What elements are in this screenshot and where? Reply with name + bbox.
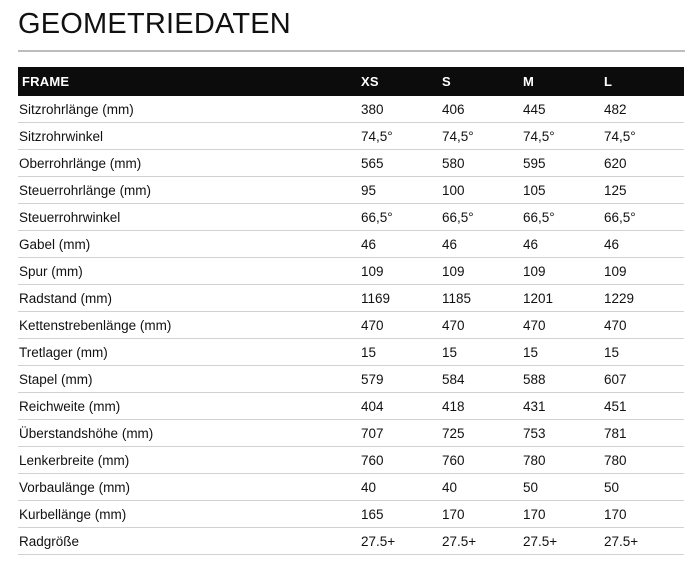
table-row bbox=[18, 501, 684, 528]
cell-xs: 760 bbox=[361, 447, 442, 474]
cell-m: 50 bbox=[523, 474, 604, 501]
cell-s: 109 bbox=[442, 258, 523, 285]
cell-l: 46 bbox=[604, 231, 684, 258]
geometry-table bbox=[18, 67, 684, 555]
table-row bbox=[18, 123, 684, 150]
title-divider bbox=[18, 50, 685, 52]
cell-s: 760 bbox=[442, 447, 523, 474]
table-row bbox=[18, 177, 684, 204]
row-label: Radgröße bbox=[18, 528, 361, 555]
cell-l: 74,5° bbox=[604, 123, 684, 150]
row-label: Tretlager (mm) bbox=[18, 339, 361, 366]
cell-m: 445 bbox=[523, 96, 604, 123]
cell-s: 1185 bbox=[442, 285, 523, 312]
table-row bbox=[18, 420, 684, 447]
cell-m: 109 bbox=[523, 258, 604, 285]
cell-xs: 66,5° bbox=[361, 204, 442, 231]
table-row bbox=[18, 474, 684, 501]
cell-xs: 470 bbox=[361, 312, 442, 339]
cell-l: 27.5+ bbox=[604, 528, 684, 555]
cell-l: 66,5° bbox=[604, 204, 684, 231]
row-label: Gabel (mm) bbox=[18, 231, 361, 258]
cell-m: 46 bbox=[523, 231, 604, 258]
cell-m: 431 bbox=[523, 393, 604, 420]
cell-s: 15 bbox=[442, 339, 523, 366]
cell-m: 588 bbox=[523, 366, 604, 393]
cell-l: 170 bbox=[604, 501, 684, 528]
cell-m: 27.5+ bbox=[523, 528, 604, 555]
row-label: Kettenstrebenlänge (mm) bbox=[18, 312, 361, 339]
cell-m: 105 bbox=[523, 177, 604, 204]
table-header-row bbox=[18, 67, 684, 96]
table-row bbox=[18, 339, 684, 366]
cell-m: 595 bbox=[523, 150, 604, 177]
cell-l: 125 bbox=[604, 177, 684, 204]
row-label: Steuerrohrwinkel bbox=[18, 204, 361, 231]
cell-l: 482 bbox=[604, 96, 684, 123]
row-label: Radstand (mm) bbox=[18, 285, 361, 312]
row-label: Oberrohrlänge (mm) bbox=[18, 150, 361, 177]
cell-xs: 15 bbox=[361, 339, 442, 366]
cell-l: 451 bbox=[604, 393, 684, 420]
cell-l: 780 bbox=[604, 447, 684, 474]
cell-m: 15 bbox=[523, 339, 604, 366]
cell-xs: 565 bbox=[361, 150, 442, 177]
cell-l: 50 bbox=[604, 474, 684, 501]
cell-s: 66,5° bbox=[442, 204, 523, 231]
cell-s: 100 bbox=[442, 177, 523, 204]
header-size-l: L bbox=[604, 67, 684, 96]
row-label: Reichweite (mm) bbox=[18, 393, 361, 420]
cell-l: 470 bbox=[604, 312, 684, 339]
header-size-s: S bbox=[442, 67, 523, 96]
table-row bbox=[18, 312, 684, 339]
cell-s: 470 bbox=[442, 312, 523, 339]
cell-l: 15 bbox=[604, 339, 684, 366]
cell-l: 109 bbox=[604, 258, 684, 285]
table-row bbox=[18, 150, 684, 177]
table-row bbox=[18, 258, 684, 285]
cell-xs: 95 bbox=[361, 177, 442, 204]
cell-m: 66,5° bbox=[523, 204, 604, 231]
cell-m: 470 bbox=[523, 312, 604, 339]
cell-l: 620 bbox=[604, 150, 684, 177]
cell-xs: 579 bbox=[361, 366, 442, 393]
cell-xs: 165 bbox=[361, 501, 442, 528]
cell-s: 46 bbox=[442, 231, 523, 258]
cell-s: 74,5° bbox=[442, 123, 523, 150]
row-label: Überstandshöhe (mm) bbox=[18, 420, 361, 447]
cell-xs: 74,5° bbox=[361, 123, 442, 150]
cell-s: 418 bbox=[442, 393, 523, 420]
cell-xs: 27.5+ bbox=[361, 528, 442, 555]
header-frame: FRAME bbox=[18, 67, 361, 96]
cell-s: 27.5+ bbox=[442, 528, 523, 555]
cell-s: 725 bbox=[442, 420, 523, 447]
row-label: Spur (mm) bbox=[18, 258, 361, 285]
table-row bbox=[18, 96, 684, 123]
row-label: Kurbellänge (mm) bbox=[18, 501, 361, 528]
table-row bbox=[18, 285, 684, 312]
cell-m: 170 bbox=[523, 501, 604, 528]
cell-m: 753 bbox=[523, 420, 604, 447]
table-row bbox=[18, 231, 684, 258]
cell-xs: 46 bbox=[361, 231, 442, 258]
header-size-xs: XS bbox=[361, 67, 442, 96]
row-label: Steuerrohrlänge (mm) bbox=[18, 177, 361, 204]
cell-s: 584 bbox=[442, 366, 523, 393]
table-row bbox=[18, 366, 684, 393]
row-label: Sitzrohrlänge (mm) bbox=[18, 96, 361, 123]
cell-m: 1201 bbox=[523, 285, 604, 312]
cell-l: 607 bbox=[604, 366, 684, 393]
cell-xs: 404 bbox=[361, 393, 442, 420]
cell-xs: 109 bbox=[361, 258, 442, 285]
cell-s: 580 bbox=[442, 150, 523, 177]
cell-m: 780 bbox=[523, 447, 604, 474]
row-label: Lenkerbreite (mm) bbox=[18, 447, 361, 474]
page-title: GEOMETRIEDATEN bbox=[18, 8, 291, 40]
cell-s: 170 bbox=[442, 501, 523, 528]
table-row bbox=[18, 528, 684, 555]
cell-xs: 707 bbox=[361, 420, 442, 447]
header-size-m: M bbox=[523, 67, 604, 96]
cell-l: 781 bbox=[604, 420, 684, 447]
table-row bbox=[18, 447, 684, 474]
row-label: Vorbaulänge (mm) bbox=[18, 474, 361, 501]
cell-m: 74,5° bbox=[523, 123, 604, 150]
cell-xs: 380 bbox=[361, 96, 442, 123]
cell-s: 40 bbox=[442, 474, 523, 501]
table-row bbox=[18, 393, 684, 420]
table-row bbox=[18, 204, 684, 231]
cell-l: 1229 bbox=[604, 285, 684, 312]
row-label: Sitzrohrwinkel bbox=[18, 123, 361, 150]
cell-xs: 1169 bbox=[361, 285, 442, 312]
row-label: Stapel (mm) bbox=[18, 366, 361, 393]
cell-s: 406 bbox=[442, 96, 523, 123]
cell-xs: 40 bbox=[361, 474, 442, 501]
